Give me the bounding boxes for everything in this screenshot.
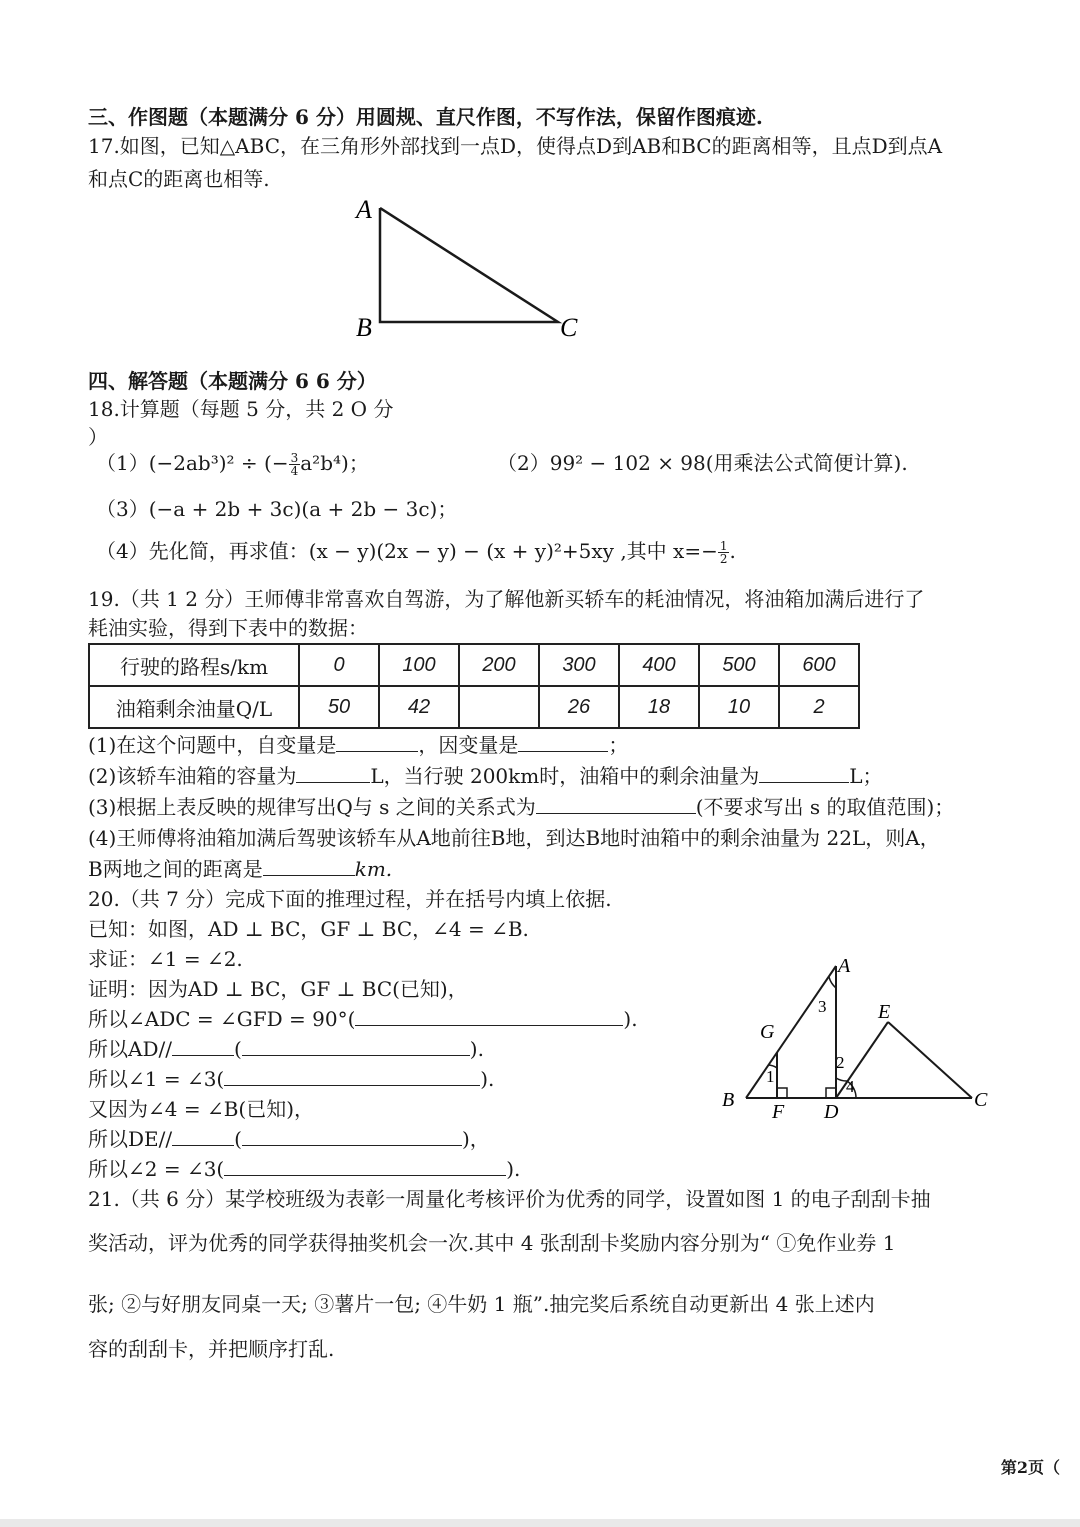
line-ec <box>888 1022 972 1098</box>
table-cell: 500 <box>699 644 779 686</box>
table-cell: 0 <box>299 644 379 686</box>
answer-blank[interactable] <box>518 733 608 752</box>
q18-title-end: ） <box>88 425 108 449</box>
q20-proof7 <box>88 1156 520 1182</box>
answer-blank[interactable] <box>242 1127 462 1146</box>
page-number: 第2页（ <box>1000 1458 1060 1477</box>
table-cell: 200 <box>459 644 539 686</box>
fraction-3-4 <box>289 452 301 477</box>
answer-blank[interactable] <box>336 733 418 752</box>
q20-proof3 <box>88 1036 484 1062</box>
proof-text: 所以DE// <box>88 1127 173 1151</box>
q21-line1: 21.（共 6 分）某学校班级为表彰一周量化考核评价为优秀的同学，设置如图 1 的电子刮刮卡抽 <box>88 1187 931 1211</box>
q19-p2-text: (2)该轿车油箱的容量为 <box>88 764 297 788</box>
q19-part4-line1: (4)王师傅将油箱加满后驾驶该轿车从A地前往B地，到达B地时油箱中的剩余油量为 22L，则A， <box>88 826 940 850</box>
table-cell: 10 <box>699 686 779 728</box>
q20-prove: 求证：∠1 = ∠2. <box>88 947 243 971</box>
q20-proof2 <box>88 1006 638 1032</box>
answer-blank[interactable] <box>759 764 849 783</box>
frac-num: 1 <box>719 539 728 553</box>
proof-text: ). <box>623 1007 638 1031</box>
q21-line3: 张; ②与好朋友同桌一天; ③薯片一包; ④牛奶 1 瓶”.抽完奖后系统自动更新出 4 张上述内 <box>88 1292 875 1316</box>
q19-p1-text: ； <box>608 733 629 757</box>
section3-heading: 三、作图题（本题满分 6 分）用圆规、直尺作图，不写作法，保留作图痕迹. <box>88 105 763 129</box>
proof-text: ). <box>480 1067 495 1091</box>
table-cell <box>459 686 539 728</box>
label-b: B <box>356 313 372 342</box>
q18-1-suffix: a²b⁴)； <box>300 451 369 475</box>
q18-1-prefix: （1）(−2ab³)² ÷ (− <box>96 451 289 475</box>
label-c: C <box>974 1089 988 1111</box>
q19-part2 <box>88 763 883 789</box>
section4-heading: 四、解答题（本题满分 6 6 分） <box>88 369 377 393</box>
table-cell: 42 <box>379 686 459 728</box>
q20-line1: 20.（共 7 分）完成下面的推理过程，并在括号内填上依据. <box>88 887 612 911</box>
q19-p2-text: L； <box>849 764 883 788</box>
scan-edge <box>0 1519 1080 1527</box>
proof-text: ( <box>234 1127 242 1151</box>
q20-geometry-figure <box>716 950 1006 1130</box>
right-angle-d <box>826 1088 836 1098</box>
table-cell: 50 <box>299 686 379 728</box>
q17-line1: 17.如图，已知△ABC，在三角形外部找到一点D，使得点D到AB和BC的距离相等，且点D到点A <box>88 134 943 158</box>
triangle-abc-figure <box>340 190 600 350</box>
fuel-table <box>88 643 860 729</box>
q17-line2: 和点C的距离也相等. <box>88 167 270 191</box>
label-angle-1: 1 <box>766 1067 775 1086</box>
q19-part3 <box>88 794 954 820</box>
table-cell: 2 <box>779 686 859 728</box>
label-a: A <box>838 955 851 977</box>
angle-3-arc <box>829 977 836 988</box>
q19-part4-line2 <box>88 856 392 882</box>
proof-text: 所以AD// <box>88 1037 172 1061</box>
q19-line2: 耗油实验，得到下表中的数据： <box>88 616 368 640</box>
q19-line1: 19.（共 1 2 分）王师傅非常喜欢自驾游，为了解他新买轿车的耗油情况，将油箱加满后进行了 <box>88 587 925 611</box>
q19-p4-text: km. <box>354 857 393 881</box>
q19-p3-text: (3)根据上表反映的规律写出Q与 s 之间的关系式为 <box>88 795 536 819</box>
answer-blank[interactable] <box>296 764 370 783</box>
row1-header: 行驶的路程s/km <box>89 644 299 686</box>
right-angle-f <box>777 1088 787 1098</box>
q19-part1 <box>88 732 628 758</box>
proof-text: ). <box>469 1037 484 1061</box>
q19-p1-text: (1)在这个问题中，自变量是 <box>88 733 337 757</box>
answer-blank[interactable] <box>224 1067 480 1086</box>
label-g: G <box>760 1021 775 1043</box>
triangle-abc <box>380 208 558 322</box>
q19-p2-text: L，当行驶 200km时，油箱中的剩余油量为 <box>370 764 760 788</box>
q18-title: 18.计算题（每题 5 分，共 2 O 分 <box>88 397 394 421</box>
label-angle-3: 3 <box>818 997 827 1016</box>
q19-p3-text: (不要求写出 s 的取值范围)； <box>695 795 955 819</box>
q20-proof1: 证明：因为AD ⊥ BC，GF ⊥ BC(已知)， <box>88 977 468 1001</box>
label-angle-4: 4 <box>846 1077 855 1096</box>
q20-proof5: 又因为∠4 = ∠B(已知)， <box>88 1097 315 1121</box>
q20-proof4 <box>88 1066 494 1092</box>
q18-4-prefix: （4）先化简，再求值：(x − y)(2x − y) − (x + y)²+5xy ,其中 x=− <box>96 539 718 563</box>
table-cell: 100 <box>379 644 459 686</box>
q20-given: 已知：如图，AD ⊥ BC，GF ⊥ BC，∠4 = ∠B. <box>88 917 529 941</box>
frac-den: 2 <box>719 552 728 566</box>
label-d: D <box>824 1101 839 1123</box>
table-row <box>89 686 859 728</box>
q18-part3: （3）(−a + 2b + 3c)(a + 2b − 3c)； <box>96 497 458 521</box>
table-cell: 26 <box>539 686 619 728</box>
label-e: E <box>878 1001 891 1023</box>
answer-blank[interactable] <box>355 1007 623 1026</box>
proof-text: ). <box>506 1157 521 1181</box>
answer-blank[interactable] <box>172 1127 234 1146</box>
proof-text: 所以∠2 = ∠3( <box>88 1157 225 1181</box>
q20-proof6 <box>88 1126 490 1152</box>
table-row <box>89 644 859 686</box>
answer-blank[interactable] <box>536 795 696 814</box>
table-cell: 400 <box>619 644 699 686</box>
q21-line2: 奖活动，评为优秀的同学获得抽奖机会一次.其中 4 张刮刮卡奖励内容分别为“ ①免作业券 1 <box>88 1231 896 1255</box>
frac-num: 3 <box>290 451 299 465</box>
table-cell: 300 <box>539 644 619 686</box>
answer-blank[interactable] <box>242 1037 470 1056</box>
q19-p1-text: ，因变量是 <box>418 733 519 757</box>
row2-header: 油箱剩余油量Q/L <box>89 686 299 728</box>
answer-blank[interactable] <box>224 1157 506 1176</box>
answer-blank[interactable] <box>172 1037 234 1056</box>
table-cell: 600 <box>779 644 859 686</box>
q18-part4 <box>96 538 736 565</box>
frac-den: 4 <box>290 464 299 478</box>
label-a: A <box>356 195 372 224</box>
proof-text: 所以∠1 = ∠3( <box>88 1067 225 1091</box>
q18-4-suffix: . <box>729 539 736 563</box>
proof-text: 所以∠ADC = ∠GFD = 90°( <box>88 1007 356 1031</box>
label-b: B <box>722 1089 735 1111</box>
q18-part1 <box>96 450 369 477</box>
q21-line4: 容的刮刮卡，并把顺序打乱. <box>88 1337 335 1361</box>
proof-text: )， <box>461 1127 490 1151</box>
label-f: F <box>772 1101 785 1123</box>
label-angle-2: 2 <box>836 1053 845 1072</box>
label-c: C <box>560 313 578 342</box>
answer-blank[interactable] <box>263 857 355 876</box>
q18-part2: （2）99² − 102 × 98(用乘法公式简便计算). <box>497 451 908 475</box>
fraction-1-2 <box>718 540 730 565</box>
table-cell: 18 <box>619 686 699 728</box>
q19-p4-text: B两地之间的距离是 <box>88 857 263 881</box>
proof-text: ( <box>233 1037 242 1061</box>
